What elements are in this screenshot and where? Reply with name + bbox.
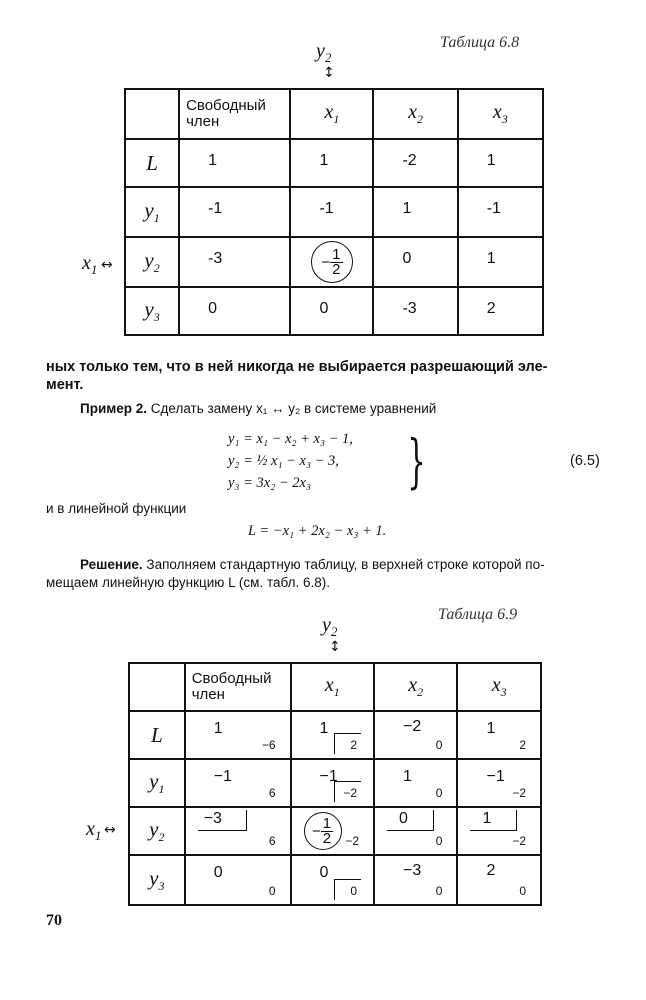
cell-value: 2 xyxy=(486,300,496,317)
header-x1: $x_1$ xyxy=(291,663,374,711)
cell-value: -1 xyxy=(208,200,223,217)
pivot-circle: − $\frac{1}{2}$ xyxy=(304,812,342,850)
table-6-8 xyxy=(124,88,544,336)
cell-value: 1 xyxy=(213,720,223,737)
cell-subvalue: 0 xyxy=(435,786,443,800)
cell-subvalue: −2 xyxy=(512,786,526,800)
header-x2: $x_2$ xyxy=(374,663,457,711)
cell-value: -1 xyxy=(319,200,334,217)
header-x3: $x_3$ xyxy=(458,89,543,139)
cell-subvalue: −2 xyxy=(345,834,359,848)
header-x1: $x_1$ xyxy=(290,89,373,139)
cell-value: 1 xyxy=(403,768,412,785)
cell-value: 1 xyxy=(486,720,496,737)
cell-subvalue: 2 xyxy=(519,738,526,752)
cell-value: −1 xyxy=(486,768,505,785)
table-6-9-side-var: $x_1$ xyxy=(86,818,102,843)
corner-cell xyxy=(125,89,179,139)
cell-value: −1 xyxy=(319,768,338,785)
cell-value: -1 xyxy=(486,200,501,217)
cell-value: 1 xyxy=(208,152,217,169)
corner-cell xyxy=(129,663,185,711)
cell-subvalue: −6 xyxy=(261,738,276,752)
cell-subvalue: −2 xyxy=(512,834,526,848)
row-label: $y_2$ xyxy=(125,237,179,287)
solution: Решение. Заполняем стандартную таблицу, в верхней строке которой по- мещаем линейную функцию L (см. табл. 6.8). xyxy=(46,557,545,590)
cell-subvalue: 0 xyxy=(435,884,443,898)
cell-value: 0 xyxy=(402,250,412,267)
equation-system: y₁ = x₁ − x₂ + x₃ − 1, y₂ = ½ x₁ − x₃ − 3, y₃ = 3x₂ − 2x₃ xyxy=(228,431,353,491)
header-x2: $x_2$ xyxy=(373,89,457,139)
paragraph-continuation: ных только тем, что в ней никогда не выбирается разрешающий эле- мент. xyxy=(46,359,548,393)
header-free-term: Свободный член xyxy=(185,663,291,711)
row-label: $y_2$ xyxy=(129,807,185,855)
header-free-term: Свободный член xyxy=(179,89,290,139)
table-row xyxy=(129,807,541,855)
cell-value: -3 xyxy=(208,250,223,267)
cell-subvalue: 6 xyxy=(268,786,276,800)
cell-value-box: 1 xyxy=(470,810,517,831)
table-row xyxy=(125,237,543,287)
table-6-9 xyxy=(128,662,542,906)
row-label: L xyxy=(129,711,185,759)
table-6-9-caption: Таблица 6.9 xyxy=(438,606,518,623)
cell-value: −1 xyxy=(213,768,232,785)
pivot-cell xyxy=(290,237,373,287)
row-label: $y_1$ xyxy=(125,187,179,237)
equation-number: (6.5) xyxy=(570,453,600,469)
cell-value: -2 xyxy=(402,152,417,169)
brace-icon: } xyxy=(407,427,426,495)
row-label: $y_3$ xyxy=(125,287,179,335)
cell-subvalue-box: −2 xyxy=(334,781,361,802)
linear-function-intro: и в линейной функции xyxy=(46,501,187,516)
cell-value: 1 xyxy=(486,250,496,267)
table-row xyxy=(125,139,543,187)
cell-value: −3 xyxy=(403,862,422,879)
cell-value: 1 xyxy=(319,152,329,169)
cell-subvalue: 0 xyxy=(435,834,443,848)
table-6-9-top-var: $y_2$ xyxy=(322,614,338,639)
cell-value: 0 xyxy=(213,864,223,881)
pivot-circle: − $\frac{1}{2}$ xyxy=(311,241,353,283)
cell-value: 2 xyxy=(486,862,496,879)
cell-value: 0 xyxy=(319,864,329,881)
row-label: L xyxy=(125,139,179,187)
table-6-8-side-var: $x_1$ xyxy=(82,252,98,277)
cell-subvalue-box: 0 xyxy=(334,879,361,900)
cell-value: 0 xyxy=(319,300,329,317)
cell-value-box: −3 xyxy=(198,810,247,831)
cell-value-box: 0 xyxy=(387,810,434,831)
cell-subvalue: 6 xyxy=(268,834,276,848)
cell-value: 1 xyxy=(319,720,329,737)
page-number: 70 xyxy=(46,912,62,929)
swap-arrow-horizontal-icon: ↔ xyxy=(104,822,116,838)
linear-function: L = −x₁ + 2x₂ − x₃ + 1. xyxy=(248,523,387,539)
swap-arrow-horizontal-icon: ↔ xyxy=(101,257,113,273)
header-x3: $x_3$ xyxy=(457,663,541,711)
cell-subvalue: 0 xyxy=(435,738,443,752)
table-row xyxy=(129,759,541,807)
table-row xyxy=(125,287,543,335)
cell-subvalue: 0 xyxy=(519,884,526,898)
cell-value: 0 xyxy=(208,300,217,317)
cell-value: 1 xyxy=(402,200,412,217)
cell-subvalue: 0 xyxy=(268,884,276,898)
table-row xyxy=(129,711,541,759)
table-6-8-caption: Таблица 6.8 xyxy=(440,34,520,51)
table-row xyxy=(125,187,543,237)
row-label: $y_1$ xyxy=(129,759,185,807)
cell-value: −2 xyxy=(403,718,422,735)
cell-subvalue-box: 2 xyxy=(334,733,361,754)
row-label: $y_3$ xyxy=(129,855,185,905)
example-2: Пример 2. Сделать замену x₁ ↔ y₂ в системе уравнений xyxy=(80,401,437,416)
cell-value: -3 xyxy=(402,300,417,317)
swap-arrow-vertical-icon: ↕ xyxy=(323,65,335,81)
pivot-cell xyxy=(291,807,374,855)
swap-arrow-vertical-icon: ↕ xyxy=(329,639,341,655)
table-6-8-top-var: $y_2$ xyxy=(316,40,332,65)
table-row xyxy=(129,855,541,905)
cell-value: 1 xyxy=(486,152,496,169)
